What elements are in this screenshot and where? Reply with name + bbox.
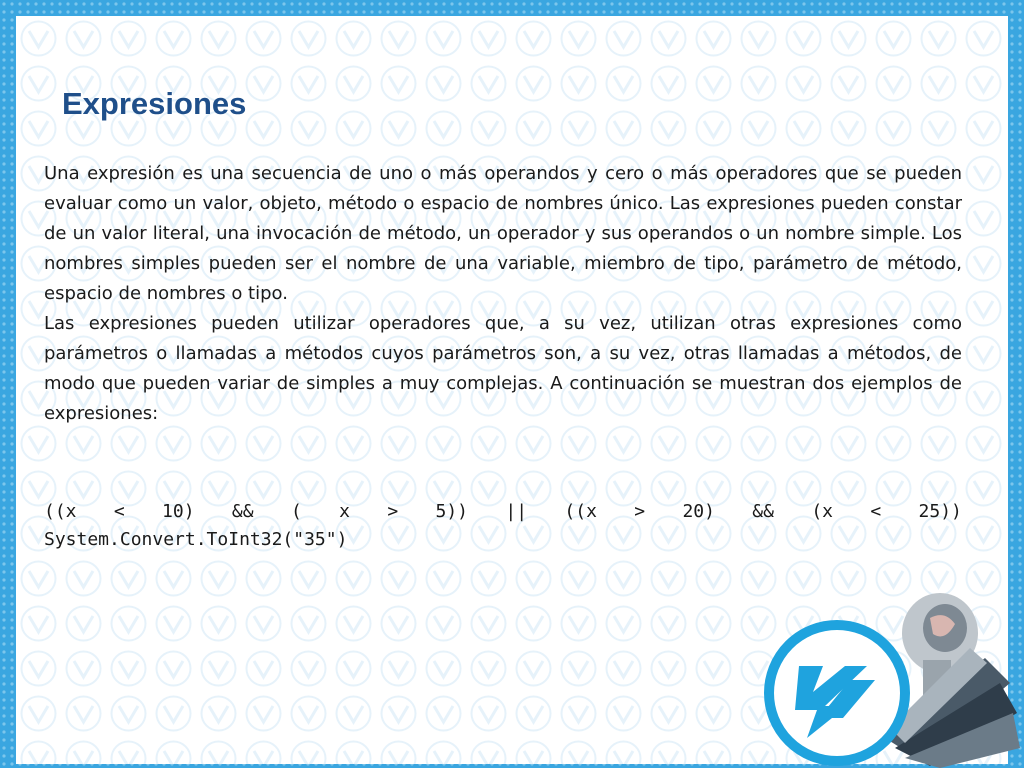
code-token: &&: [752, 501, 774, 522]
code-token: <: [870, 501, 882, 522]
code-token: ((x: [44, 501, 77, 522]
code-examples: [44, 498, 962, 554]
paragraph-1: Una expresión es una secuencia de uno o más operandos y cero o más operadores que se pueden evaluar como un valor, objeto, método o espacio de nombres único. Las expresiones pueden constar de un valor literal, una invocación de método, un operador y sus operandos o un nombre simple. Los nombres simples pueden ser el nombre de una variable, miembro de tipo, parámetro de método, espacio de nombres o tipo.: [44, 163, 962, 304]
code-line-1: [44, 498, 962, 526]
paragraph-2: Las expresiones pueden utilizar operadores que, a su vez, utilizan otras expresiones como parámetros o llamadas a métodos cuyos parámetros son, a su vez, otras llamadas a métodos, de modo que pueden variar de simples a muy complejas. A continuación se muestran dos ejemplos de expresiones:: [44, 313, 962, 424]
code-token: >: [634, 501, 646, 522]
code-token: 5)): [435, 501, 469, 522]
code-token: 25)): [918, 501, 962, 522]
code-token: x: [339, 501, 350, 522]
code-token: 10): [162, 501, 195, 522]
code-token: 20): [682, 501, 715, 522]
logo-icon: [755, 588, 1024, 768]
code-token: >: [387, 501, 399, 522]
code-token: (: [290, 501, 302, 522]
code-token: &&: [231, 501, 254, 522]
code-token: <: [113, 501, 125, 522]
code-token: (x: [811, 501, 834, 522]
slide-title: Expresiones: [62, 86, 247, 121]
code-token: ||: [505, 501, 528, 522]
slide-body: [44, 159, 962, 429]
code-line-2: System.Convert.ToInt32("35"): [44, 529, 348, 550]
code-token: ((x: [564, 501, 597, 522]
